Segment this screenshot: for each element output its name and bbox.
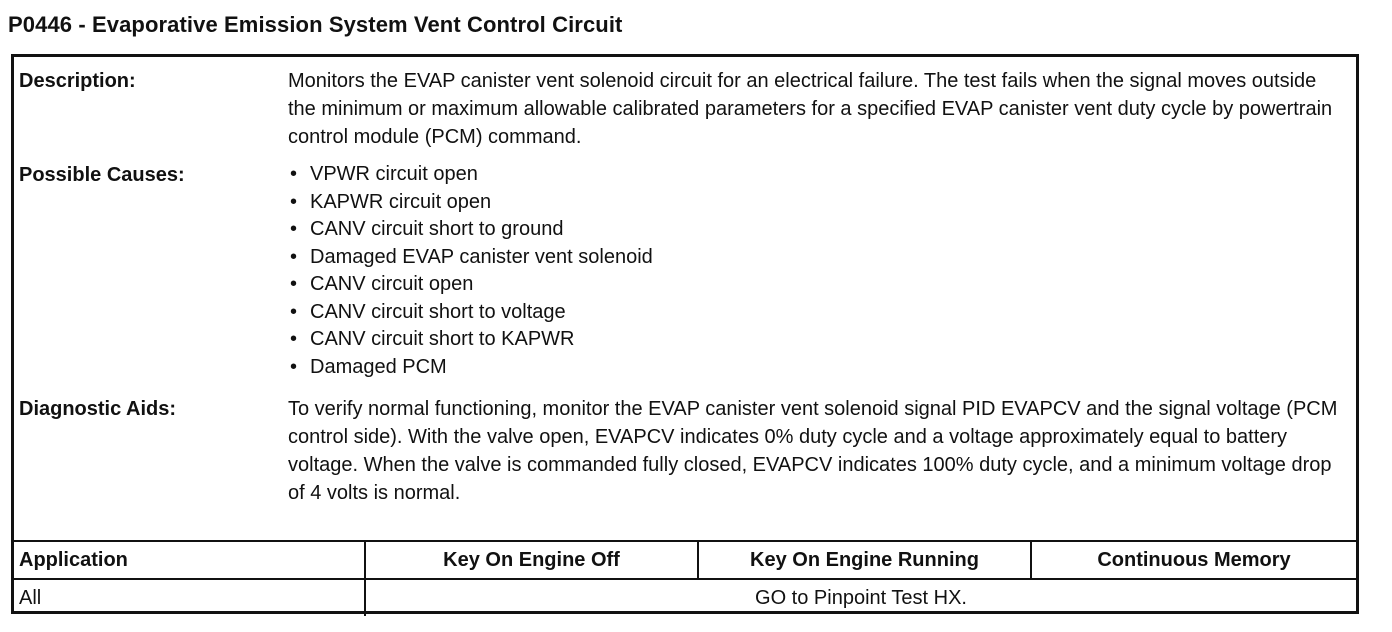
cause-item: [288, 244, 1348, 272]
cause-item: [288, 299, 1348, 327]
diagnostic-aids-label: Diagnostic Aids:: [19, 398, 177, 420]
cause-item: [288, 216, 1348, 244]
possible-causes-content: [288, 161, 1348, 381]
cause-text: CANV circuit short to ground: [310, 218, 564, 240]
cause-item: [288, 354, 1348, 382]
test-table-header-row: [14, 542, 1356, 580]
column-header-application: Application: [19, 548, 128, 571]
cause-text: CANV circuit short to KAPWR: [310, 328, 575, 350]
bullet-icon: •: [290, 163, 298, 185]
description-content: [288, 67, 1348, 151]
cause-text: CANV circuit open: [310, 273, 474, 295]
page-title: P0446 - Evaporative Emission System Vent Control Circuit: [8, 12, 623, 37]
action-cell: GO to Pinpoint Test HX.: [364, 580, 1356, 616]
bullet-icon: •: [290, 218, 298, 240]
diagnostic-aids-row: [14, 395, 1356, 537]
test-table: [14, 540, 1356, 616]
info-section: [14, 57, 1356, 540]
possible-causes-row: [14, 161, 1356, 385]
column-header-key-on-engine-off: Key On Engine Off: [364, 542, 697, 578]
cause-text: CANV circuit short to voltage: [310, 300, 566, 323]
cause-text: Damaged EVAP canister vent solenoid: [310, 245, 653, 268]
bullet-icon: •: [290, 355, 298, 378]
bullet-icon: •: [290, 190, 298, 213]
possible-causes-label: Possible Causes:: [19, 164, 185, 186]
cause-item: [288, 271, 1348, 299]
cause-text: KAPWR circuit open: [310, 190, 492, 213]
column-header-continuous-memory: Continuous Memory: [1030, 542, 1356, 578]
cause-item: [288, 326, 1348, 354]
bullet-icon: •: [290, 328, 298, 350]
application-cell: All: [19, 586, 42, 609]
cause-item: [288, 161, 1348, 189]
diagnostic-aids-content: [288, 395, 1348, 507]
bullet-icon: •: [290, 300, 298, 323]
description-row: [14, 67, 1356, 163]
dtc-info-frame: [11, 54, 1359, 614]
column-header-key-on-engine-running: Key On Engine Running: [697, 542, 1030, 578]
cause-text: Damaged PCM: [310, 355, 447, 378]
possible-causes-list: [288, 161, 1348, 381]
cause-text: VPWR circuit open: [310, 163, 478, 185]
bullet-icon: •: [290, 245, 298, 268]
description-label: Description:: [19, 70, 136, 92]
cause-item: [288, 189, 1348, 217]
table-row: [14, 580, 1356, 616]
description-text: Monitors the EVAP canister vent solenoid circuit for an electrical failure. The test fails when the signal moves outside the minimum or maximum allowable calibrated parameters for a specified EVAP canister vent duty cycle by powertrain control module (PCM) command.: [288, 70, 1333, 148]
bullet-icon: •: [290, 273, 298, 295]
diagnostic-aids-text: To verify normal functioning, monitor the EVAP canister vent solenoid signal PID EVAPCV and the signal voltage (PCM control side). With the valve open, EVAPCV indicates 0% duty cycle and a voltage approximately equal to battery voltage. When the valve is commanded fully closed, EVAPCV indicates 100% duty cycle, and a minimum voltage drop of 4 volts is normal.: [288, 398, 1338, 504]
